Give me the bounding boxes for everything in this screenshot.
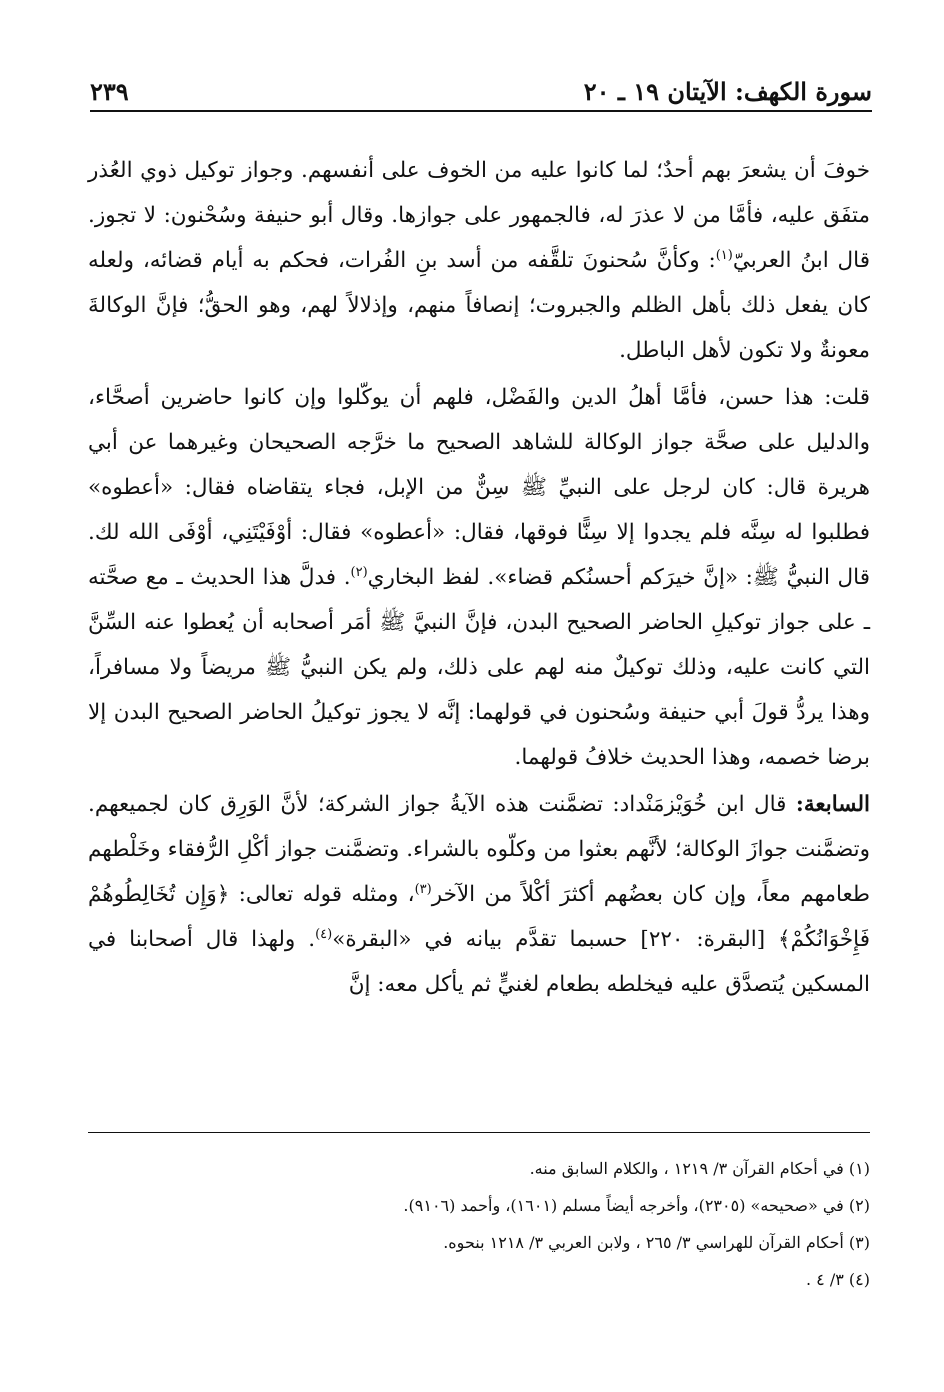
paragraph-text: . فدلَّ هذا الحديث ـ مع صحَّته ـ على جواز توكيلِ الحاضر الصحيح البدن، فإنَّ النبيَّ ﷺ أمَر أصحابه أن يُعطوا عنه السِّنَّ التي كانت عليه، وذلك توكيلٌ منه لهم على ذلك، ولم يكن النبيُّ ﷺ مريضاً ولا مسافراً، وهذا يردُّ قولَ أبي حنيفة وسُحنون في قولهما: إنَّه لا يجوز توكيلُ الحاضر الصحيح البدن إلا برضا خصمه، وهذا الحديث خلافُ قولهما.: [88, 565, 870, 770]
footnote-ref: (١): [715, 247, 733, 263]
paragraph-text: ، ومثله قوله تعالى: ﴿وَإِن تُخَالِطُوهُمْ فَإِخْوَانُكُمْ﴾ [البقرة: ٢٢٠] حسبما تقدَّم بيانه في «البقرة»: [88, 882, 870, 952]
main-text: [88, 148, 870, 1007]
paragraph-1: [88, 148, 870, 373]
chapter-title: سورة الكهف: الآيتان ١٩ ـ ٢٠: [583, 77, 872, 106]
footnote-ref: (٢): [350, 564, 368, 580]
header-divider: [90, 110, 872, 112]
footnote-divider: [88, 1132, 870, 1133]
footnote-1: (١) في أحكام القرآن ٣/ ١٢١٩ ، والكلام السابق منه.: [529, 1159, 870, 1178]
paragraph-text: . ولهذا قال أصحابنا في المسكين يُتصدَّق عليه فيخلطه بطعام لغنيٍّ ثم يأكل معه: إنَّ: [88, 927, 870, 997]
paragraph-3: [88, 782, 870, 1007]
section-heading: السابعة:: [795, 792, 870, 817]
paragraph-2: [88, 375, 870, 780]
footnote-ref: (٣): [414, 881, 432, 897]
page-number: ٢٣٩: [90, 77, 129, 106]
footnotes: [88, 1150, 870, 1298]
paragraph-text: قال ابن خُوَيْزمَنْداد: تضمَّنت هذه الآيةُ جواز الشركة؛ لأنَّ الوَرِق كان لجميعهم. وتضمَّنت جوازَ الوكالة؛ لأنَّهم بعثوا من وكلّوه بالشراء. وتضمَّنت جواز أكْلِ الرُّفقاء وخَلْطهم طعامهم معاً، وإن كان بعضُهم أكثرَ أكْلاً من الآخر: [88, 792, 870, 907]
footnote-ref: (٤): [315, 926, 333, 942]
paragraph-text: قلت: هذا حسن، فأمَّا أهلُ الدين والفَضْل، فلهم أن يوكّلوا وإن كانوا حاضرين أصحَّاء، والدليل على صحَّة جواز الوكالة للشاهد الصحيح ما خرَّجه الصحيحان وغيرهما عن أبي هريرة قال: كان لرجل على النبيِّ ﷺ سِنٌّ من الإبل، فجاء يتقاضاه فقال: «أعطوه» فطلبوا له سِنَّه فلم يجدوا إلا سِنًّا فوقها، فقال: «أعطوه» فقال: أوْفَيْتَنِي، أوْفَى الله لك. قال النبيُّ ﷺ: «إنَّ خيرَكم أحسنُكم قضاء». لفظ البخاري: [88, 385, 870, 590]
paragraph-text: : وكأنَّ سُحنونَ تلقَّفه من أسد بنِ الفُرات، فحكم به أيام قضائه، ولعله كان يفعل ذلك بأهل الظلم والجبروت؛ إنصافاً منهم، وإذلالاً لهم، وهو الحقُّ؛ فإنَّ الوكالةَ معونةٌ ولا تكون لأهل الباطل.: [88, 248, 870, 363]
footnote-2: (٢) في «صحيحه» (٢٣٠٥)، وأخرجه أيضاً مسلم (١٦٠١)، وأحمد (٩١٠٦).: [403, 1196, 870, 1215]
footnote-4: (٤) ٣/ ٤ .: [805, 1270, 870, 1289]
paragraph-text: خوفَ أن يشعرَ بهم أحدٌ؛ لما كانوا عليه من الخوف على أنفسهم. وجواز توكيل ذوي العُذر متفَق عليه، فأمَّا من لا عذرَ له، فالجمهور على جوازها. وقال أبو حنيفة وسُحْنون: لا تجوز. قال ابنُ العربيّ: [88, 158, 870, 273]
running-header: [90, 66, 872, 106]
footnote-3: (٣) أحكام القرآن للهراسي ٣/ ٢٦٥ ، ولابن العربي ٣/ ١٢١٨ بنحوه.: [443, 1233, 870, 1252]
